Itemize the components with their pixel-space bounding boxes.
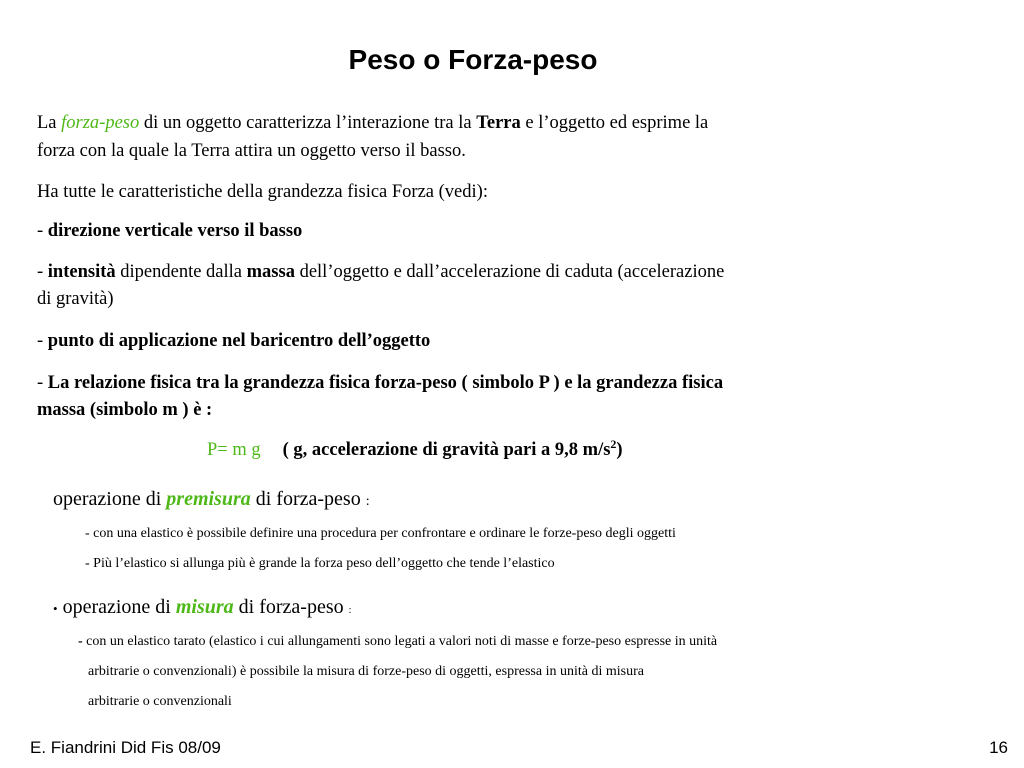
term-premisura: premisura xyxy=(166,488,251,510)
term-massa: massa xyxy=(246,262,295,282)
p1-term-forza-peso: forza-peso xyxy=(61,113,140,133)
bullet-direzione-text: direzione verticale verso il basso xyxy=(47,221,303,241)
p1-text-b: di un oggetto caratterizza l’interazione tra la xyxy=(139,113,477,133)
bullet-dash: - xyxy=(37,221,48,241)
paragraph-1-line-1 xyxy=(37,110,708,136)
bullet-direzione xyxy=(37,218,302,244)
bullet-dash: - xyxy=(37,262,48,282)
paragraph-1-line-2: forza con la quale la Terra attira un oggetto verso il basso. xyxy=(37,141,466,161)
bullet-dot: • xyxy=(53,601,58,616)
misura-line-2: arbitrarie o convenzionali) è possibile la misura di forze-peso di oggetti, espressa in unità di misura xyxy=(88,664,644,679)
formula-exponent: 2 xyxy=(610,436,617,451)
formula-note xyxy=(282,436,623,460)
bullet-relazione-line-2 xyxy=(37,397,212,423)
sec1-colon: : xyxy=(365,494,370,509)
formula-note-text: ( g, accelerazione di gravità pari a 9,8 m/s xyxy=(282,440,611,460)
section-premisura-heading xyxy=(53,486,370,512)
bullet-intensita-text-b: dell’oggetto e dall’accelerazione di caduta (accelerazione xyxy=(294,262,725,282)
misura-line-1 xyxy=(78,632,717,652)
bullet-intensita-line-1 xyxy=(37,259,724,285)
sec1-text-a: operazione di xyxy=(53,488,167,510)
formula-note-close: ) xyxy=(616,440,623,460)
sec2-text-b: di forza-peso xyxy=(233,596,349,618)
misura-dash: - xyxy=(78,634,87,649)
bullet-relazione-text-1: La relazione fisica tra la grandezza fisica forza-peso ( simbolo P ) e la grandezza fisica xyxy=(47,373,724,393)
formula-equation: P= m g xyxy=(207,440,261,460)
premisura-item-1: - con una elastico è possibile definire una procedura per confrontare e ordinare le forze-peso degli oggetti xyxy=(85,526,676,541)
misura-line-3: arbitrarie o convenzionali xyxy=(88,694,232,709)
bullet-intensita-line-2: di gravità) xyxy=(37,289,114,309)
bullet-dash: - xyxy=(37,373,48,393)
bullet-dash: - xyxy=(37,331,48,351)
sec2-text-a: operazione di xyxy=(57,596,176,618)
misura-text-1: con un elastico tarato (elastico i cui allungamenti sono legati a valori noti di masse e forze-peso espresse in unità xyxy=(86,634,718,649)
page-number: 16 xyxy=(989,738,1008,757)
slide-title: Peso o Forza-peso xyxy=(348,44,598,75)
footer-author: E. Fiandrini Did Fis 08/09 xyxy=(30,738,221,757)
term-misura: misura xyxy=(175,596,234,618)
section-misura-heading xyxy=(53,594,351,624)
bullet-punto-applicazione-text: punto di applicazione nel baricentro dell’oggetto xyxy=(47,331,431,351)
p1-text-a: La xyxy=(37,113,62,133)
bullet-punto-applicazione xyxy=(37,328,430,354)
p1-term-terra: Terra xyxy=(476,113,521,133)
sec1-text-b: di forza-peso xyxy=(250,488,366,510)
formula-line xyxy=(207,437,623,463)
premisura-item-2: - Più l’elastico si allunga più è grande la forza peso dell’oggetto che tende l’elastico xyxy=(85,556,555,571)
bullet-intensita-text-a: dipendente dalla xyxy=(115,262,247,282)
bullet-relazione-line-1 xyxy=(37,370,723,396)
p1-text-c: e l’oggetto ed esprime la xyxy=(520,113,709,133)
term-intensita: intensità xyxy=(47,262,116,282)
paragraph-2: Ha tutte le caratteristiche della grandezza fisica Forza (vedi): xyxy=(37,182,488,202)
sec2-colon: : xyxy=(348,605,352,616)
bullet-relazione-text-2: massa (simbolo m ) è : xyxy=(37,400,213,420)
